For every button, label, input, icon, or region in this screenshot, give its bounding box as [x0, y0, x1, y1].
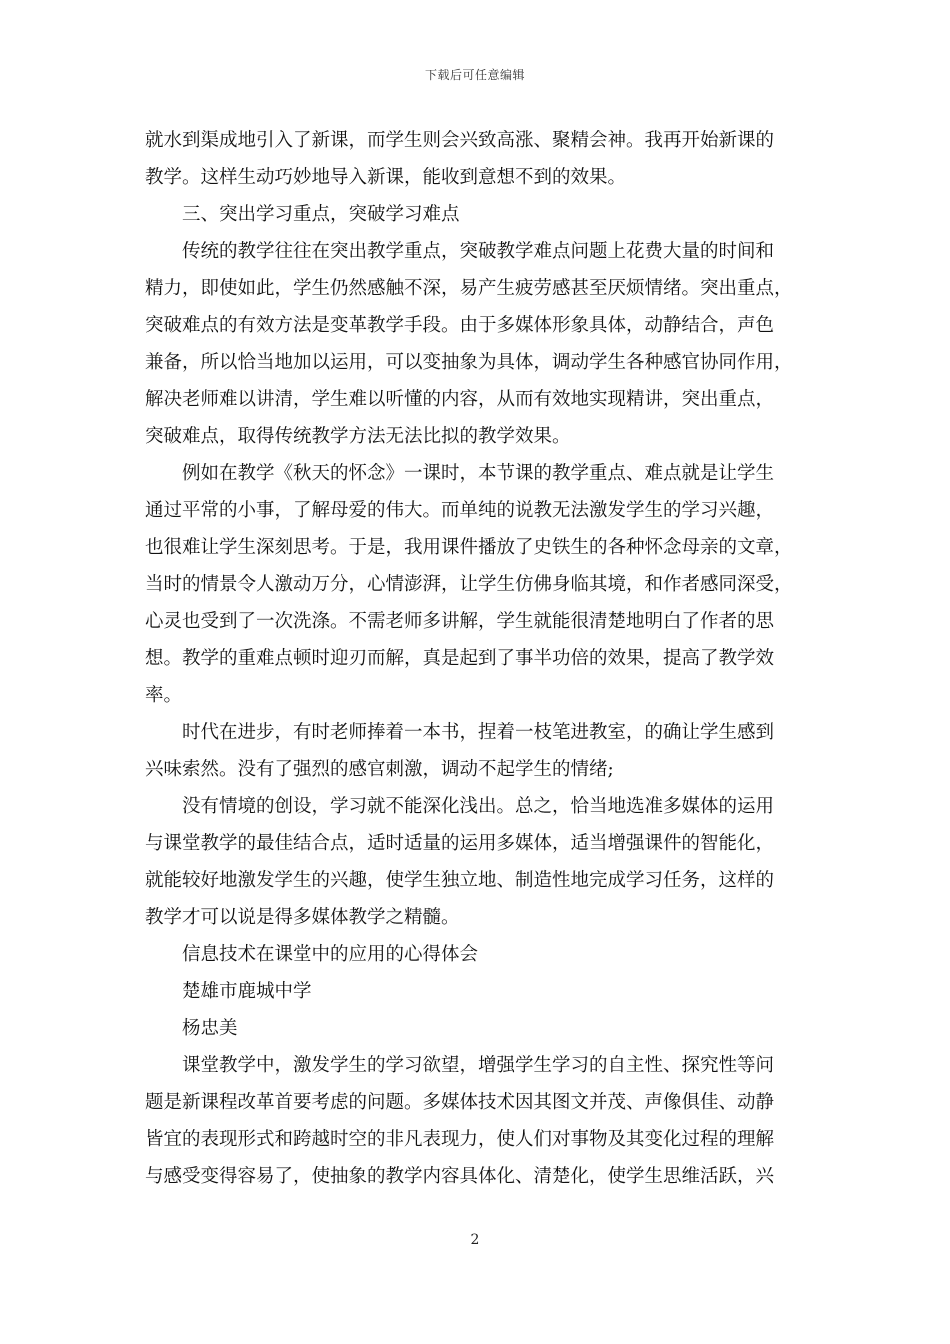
text-line: 兴味索然。没有了强烈的感官刺激，调动不起学生的情绪;	[145, 759, 614, 780]
text-line: 杨忠美	[182, 1018, 238, 1039]
text-line: 想。教学的重难点顿时迎刃而解，真是起到了事半功倍的效果，提高了教学效	[145, 648, 775, 669]
page-number: 2	[470, 1232, 480, 1248]
text-line: 通过平常的小事，了解母爱的伟大。而单纯的说教无法激发学生的学习兴趣，	[145, 500, 775, 521]
text-line: 传统的教学往往在突出教学重点，突破教学难点问题上花费大量的时间和	[182, 241, 775, 262]
document-body	[145, 122, 809, 1195]
text-line: 三、突出学习重点，突破学习难点	[182, 204, 460, 225]
text-line: 突破难点，取得传统教学方法无法比拟的教学效果。	[145, 426, 571, 447]
text-line: 题是新课程改革首要考虑的问题。多媒体技术因其图文并茂、声像俱佳、动静	[145, 1092, 775, 1113]
text-line: 例如在教学《秋天的怀念》一课时，本节课的教学重点、难点就是让学生	[182, 463, 775, 484]
text-line: 与课堂教学的最佳结合点，适时适量的运用多媒体，适当增强课件的智能化，	[145, 833, 775, 854]
text-line: 精力，即使如此，学生仍然感触不深，易产生疲劳感甚至厌烦情绪。突出重点，	[145, 278, 793, 299]
text-line: 课堂教学中，激发学生的学习欲望，增强学生学习的自主性、探究性等问	[182, 1055, 775, 1076]
page-header: 下载后可任意编辑	[424, 68, 525, 82]
text-line: 教学才可以说是得多媒体教学之精髓。	[145, 907, 460, 928]
text-line: 也很难让学生深刻思考。于是，我用课件播放了史铁生的各种怀念母亲的文章，	[145, 537, 793, 558]
text-line: 心灵也受到了一次洗涤。不需老师多讲解，学生就能很清楚地明白了作者的思	[145, 611, 775, 632]
text-line: 当时的情景令人激动万分，心情澎湃，让学生仿佛身临其境，和作者感同深受，	[145, 574, 793, 595]
text-line: 教学。这样生动巧妙地导入新课，能收到意想不到的效果。	[145, 167, 627, 188]
text-line: 信息技术在课堂中的应用的心得体会	[182, 944, 479, 965]
text-line: 兼备，所以恰当地加以运用，可以变抽象为具体，调动学生各种感官协同作用，	[145, 352, 793, 373]
text-line: 率。	[145, 685, 183, 706]
text-line: 就水到渠成地引入了新课，而学生则会兴致高涨、聚精会神。我再开始新课的	[145, 130, 775, 151]
text-line: 时代在进步，有时老师捧着一本书，捏着一枝笔进教室，的确让学生感到	[182, 722, 775, 743]
text-line: 与感受变得容易了，使抽象的教学内容具体化、清楚化，使学生思维活跃，兴	[145, 1166, 775, 1187]
text-line: 皆宜的表现形式和跨越时空的非凡表现力，使人们对事物及其变化过程的理解	[145, 1129, 775, 1150]
text-line: 没有情境的创设，学习就不能深化浅出。总之，恰当地选准多媒体的运用	[182, 796, 775, 817]
text-line: 解决老师难以讲清，学生难以听懂的内容，从而有效地实现精讲，突出重点，	[145, 389, 775, 410]
text-line: 就能较好地激发学生的兴趣，使学生独立地、制造性地完成学习任务，这样的	[145, 870, 775, 891]
text-line: 楚雄市鹿城中学	[182, 981, 312, 1002]
text-line: 突破难点的有效方法是变革教学手段。由于多媒体形象具体，动静结合，声色	[145, 315, 775, 336]
